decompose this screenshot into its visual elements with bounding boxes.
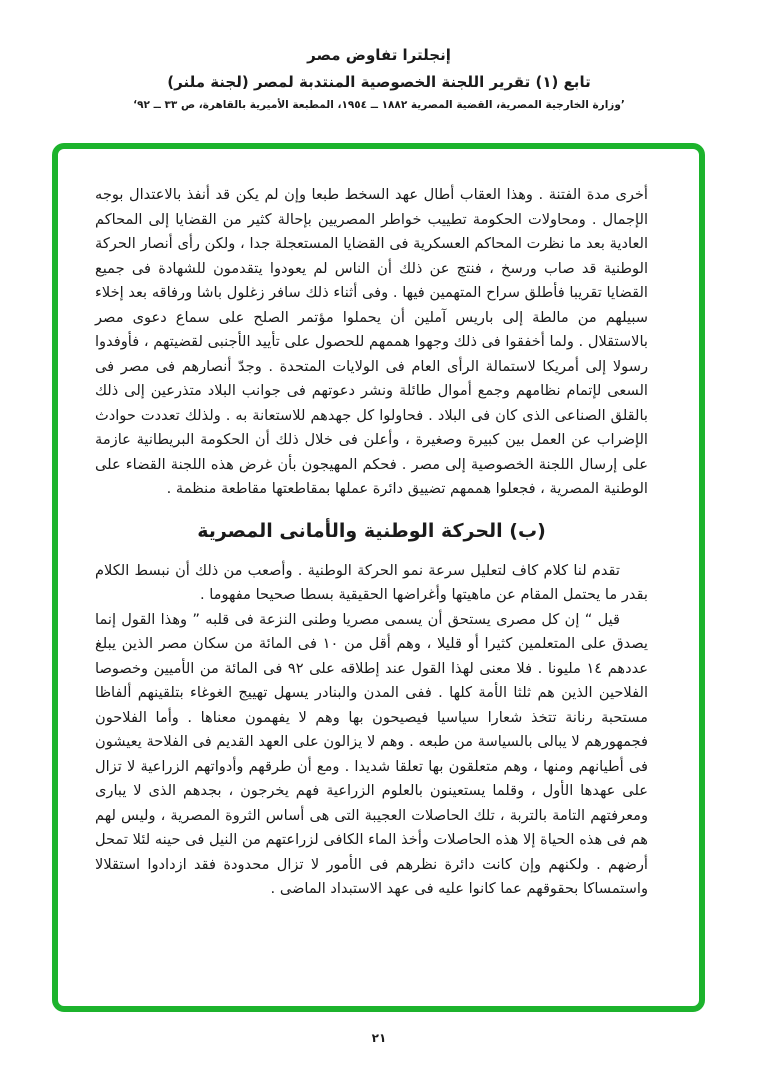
document-subtitle: تابع (١) تقرير اللجنة الخصوصية المنتدبة لمصر (لجنة ملنر) [167,73,591,91]
page-header [0,46,758,111]
page-number: ٢١ [371,1031,387,1045]
body-text-block [95,183,648,902]
section-heading: (ب) الحركة الوطنية والأمانى المصرية [197,519,546,542]
document-title: إنجلترا تفاوض مصر [307,46,451,64]
body-paragraph-3: قيل “ إن كل مصرى يستحق أن يسمى مصريا وطنى النزعة فى قلبه ” وهذا القول إنما يصدق على المتعلمين كثيرا أو قليلا ، وهم أقل من ١٠ فى المائة من سكان مصر الذين يبلغ عددهم ١٤ مليونا . فلا معنى لهذا القول عند إطلاقه على ٩٢ فى المائة من الأميين وخصوصا الفلاحين الذين هم ثلثا الأمة كلها . ففى المدن والبنادر يسهل تهييج الغوغاء بتلقينهم ألفاظا مستحبة رنانة تتخذ شعارا سياسيا فيصيحون بها وهم لا يفهمون معناها . وأما الفلاحون فجمهورهم لا يبالى بالسياسة من طبعه . وهم لا يزالون على العهد القديم فى الفلاحة يعيشون فى أطيانهم ومنها ، وهم متعلقون بها تعلقا شديدا . ومع أن طرقهم وأدواتهم الزراعية لا تزال على عهدها الأول ، وقلما يستعينون بالعلوم الزراعية فهم يخرجون ، بجدهم الذى لا يبارى ومعرفتهم التامة بالتربة ، تلك الحاصلات العجيبة التى هى أساس الثروة المصرية ، وليس لهم هم فى هذه الحياة إلا هذه الحاصلات وأخذ الماء الكافى لزراعتهم من النيل فى حينه لئلا تمحل أرضهم . ولكنهم وإن كانت دائرة نظرهم فى الأمور لا تزال محدودة فقد ازدادوا استقلالا واستمساكا بحقوقهم عما كانوا عليه فى عهد الاستبداد الماضى . [95,610,648,897]
body-paragraph-1: أخرى مدة الفتنة . وهذا العقاب أطال عهد السخط طبعا وإن لم يكن قد أنفذ بالاعتدال بوجه الإجمال . ومحاولات الحكومة تطييب خواطر المصريين بإحالة كثير من القضايا إلى المحاكم العادية بعد ما نظرت المحاكم العسكرية فى القضايا المستعجلة جدا ، ولكن رأى أنصار الحركة الوطنية قد صاب ورسخ ، فنتج عن ذلك أن الناس لم يعودوا يتقدمون للشهادة فى جميع القضايا تقريبا فأطلق سراح المتهمين فيها . وفى أثناء ذلك سافر زغلول باشا ورفاقه بعد إخلاء سبيلهم من مالطة إلى باريس آملين أن يحملوا مؤتمر الصلح على سماع دعوى مصر بالاستقلال . ولما أخفقوا فى ذلك وجهوا هممهم للحصول على تأييد الأجنبى لقضيتهم ، فأوفدوا رسولا إلى أمريكا لاستمالة الرأى العام فى الولايات المتحدة . وجدّ أنصارهم فى مصر فى السعى لإتمام نظامهم وجمع أموال طائلة ونشر دعوتهم فى جوانب البلاد متذرعين إلى ذلك بالقلق الصناعى الذى كان فى البلاد . فحاولوا كل جهدهم للاستعانة به . ولذلك تعددت حوادث الإضراب عن العمل بين كبيرة وصغيرة ، وأعلن فى خلال ذلك أن الحكومة البريطانية عازمة على إرسال اللجنة الخصوصية إلى مصر . فحكم المهيجون بأن غرض هذه اللجنة القضاء على الوطنية المصرية ، فجعلوا هممهم تضييق دائرة عملها بمقاطعتها مقاطعة منظمة . [95,186,648,497]
source-citation: ’وزارة الخارجية المصرية، القضية المصرية ١٨٨٢ ــ ١٩٥٤، المطبعة الأميرية بالقاهرة، ص ٣٣ ــ ٩٢‘ [133,99,625,111]
page-footer [0,1031,758,1045]
body-paragraph-2: تقدم لنا كلام كاف لتعليل سرعة نمو الحركة الوطنية . وأصعب من ذلك أن نبسط الكلام بقدر ما يحتمل المقام عن ماهيتها وأغراضها الحقيقية بسطا صحيحا مفهوما . [95,561,648,603]
green-border-frame [52,143,705,1012]
